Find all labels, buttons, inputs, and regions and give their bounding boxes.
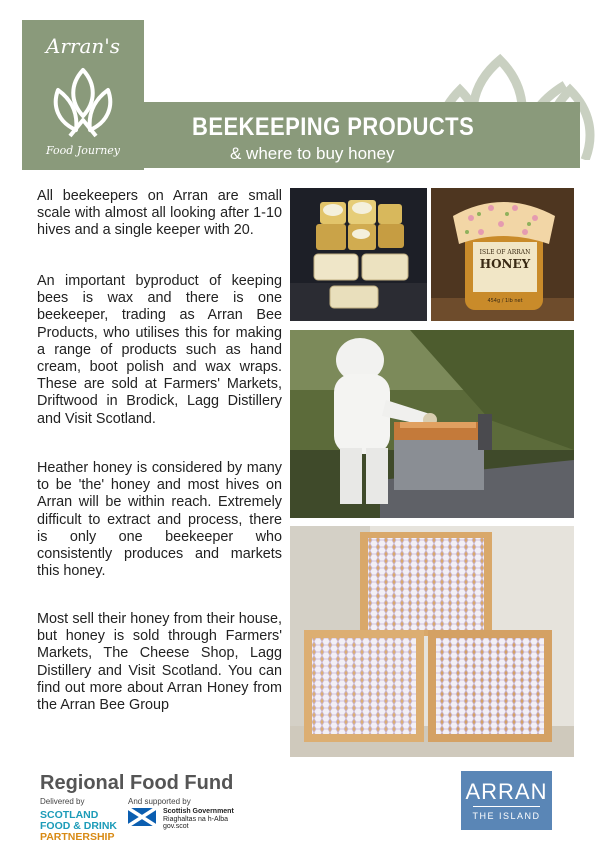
saltire-flag-icon xyxy=(128,808,156,826)
honeycomb-photo xyxy=(290,526,574,757)
jar-label-product: HONEY xyxy=(479,257,531,271)
sfdp-line: PARTNERSHIP xyxy=(40,831,115,843)
page-subtitle: & where to buy honey xyxy=(230,144,395,163)
logo-subtitle: Food Journey xyxy=(46,144,120,157)
page-title: BEEKEEPING PRODUCTS xyxy=(192,113,475,141)
logo xyxy=(22,20,144,170)
beekeeper-photo xyxy=(290,330,574,518)
sfdp-line: SCOTLAND xyxy=(40,809,99,821)
paragraph-heather: Heather honey is considered by many to be 'the' honey and most hives on Arran will be within reach. Extremely difficult to extract and process, there is only one beekeeper who consistently produces and markets this honey. xyxy=(37,460,282,580)
gov-line: gov.scot xyxy=(163,823,189,830)
honey-jar-photo xyxy=(431,188,574,321)
supported-by-label: And supported by xyxy=(128,797,191,806)
paragraph-where-to-buy: Most sell their honey from their house, but honey is sold through Farmers' Markets, The Cheese Shop, Lagg Distillery and Visit Scotland. You can find out more about Arran Honey from the Arran Bee Group xyxy=(37,611,282,714)
paragraph-intro: All beekeepers on Arran are small scale with almost all looking after 1-10 hives and a single keeper with 20. xyxy=(37,188,282,239)
gov-line: Scottish Government xyxy=(163,808,234,815)
honey-jars-photo xyxy=(290,188,427,321)
jar-label-brand: ISLE OF ARRAN xyxy=(479,249,531,256)
sfdp-logo xyxy=(40,810,117,843)
sfdp-line: FOOD & DRINK xyxy=(40,820,117,832)
logo-title: Arran's xyxy=(45,34,121,58)
badge-subtitle: THE ISLAND xyxy=(472,811,541,821)
jar-label-weight: 454g / 1lb net xyxy=(487,298,523,304)
gov-line: Riaghaltas na h-Alba xyxy=(163,815,228,823)
regional-food-fund-title: Regional Food Fund xyxy=(40,772,234,794)
arran-island-badge xyxy=(461,771,552,830)
badge-divider xyxy=(473,806,540,807)
lotus-logo-icon xyxy=(48,62,118,140)
paragraph-wax: An important byproduct of keeping bees is wax and there is one beekeeper, trading as Arran Bee Products, who utilises this for making a range of products such as hand cream, boot polish and wax wraps. These are sold at Farmers' Markets, Driftwood in Brodick, Lagg Distillery and Visit Scotland. xyxy=(37,273,282,427)
badge-title: ARRAN xyxy=(465,779,548,804)
delivered-by-label: Delivered by xyxy=(40,797,85,806)
scottish-government-logo xyxy=(163,808,234,831)
